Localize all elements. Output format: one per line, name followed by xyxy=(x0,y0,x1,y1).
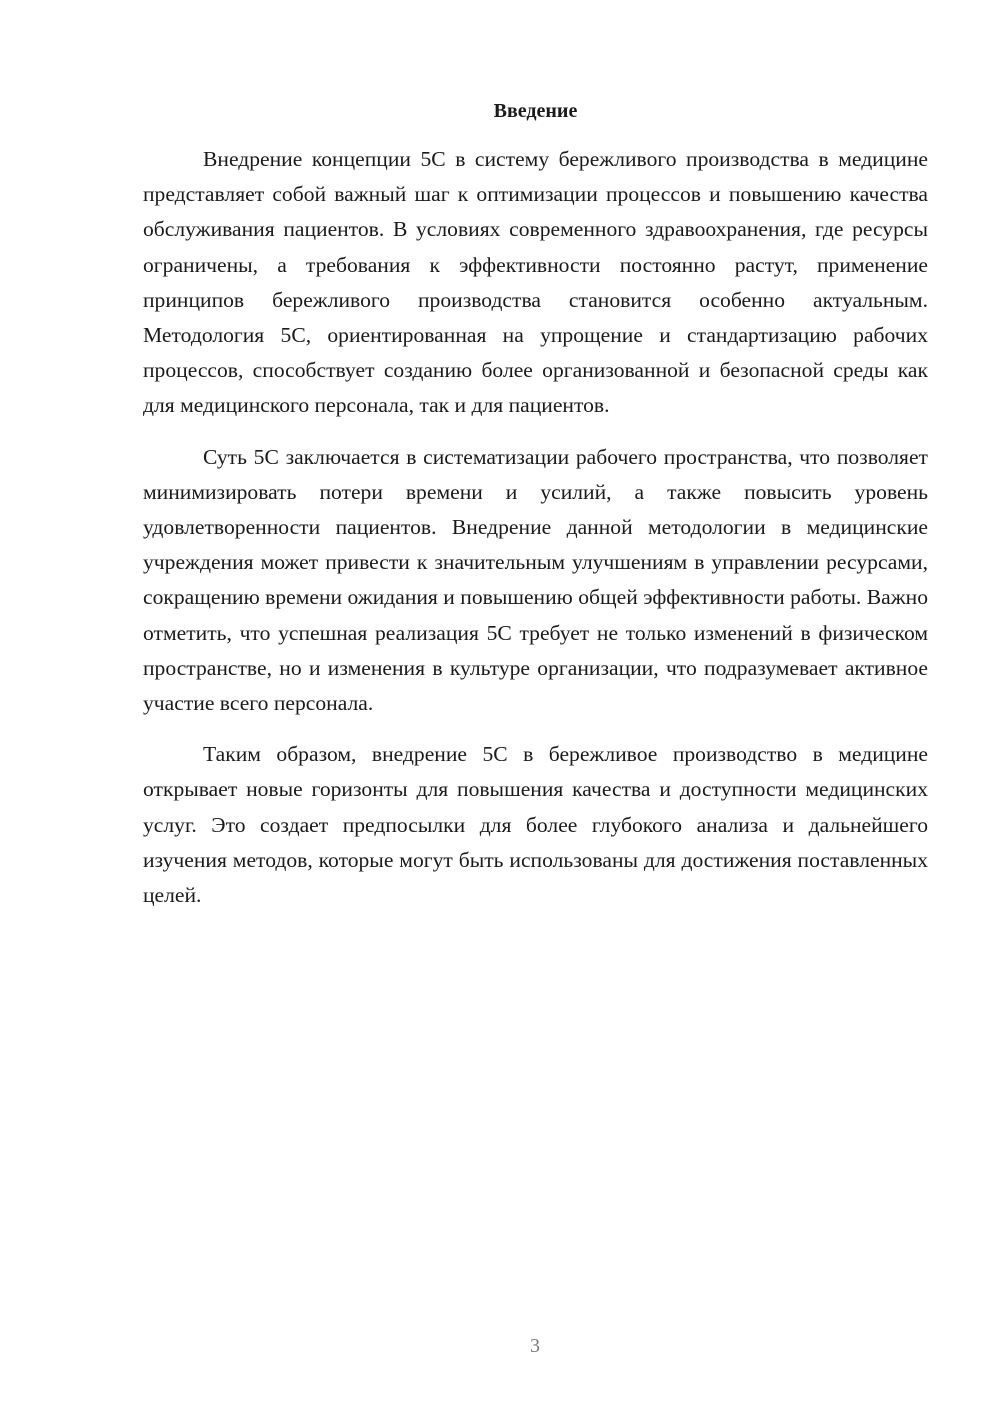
paragraph-conclusion: Таким образом, внедрение 5С в бережливое производство в медицине открывает новые горизонты для повышения качества и доступности медицинских услуг. Это создает предпосылки для более глубокого анализа и дальнейшего изучения методов, которые могут быть использованы для достижения поставленных целей. xyxy=(143,742,928,908)
page-number: 3 xyxy=(530,1335,540,1357)
paragraph-essence: Суть 5С заключается в систематизации рабочего пространства, что позволяет минимизировать потери времени и усилий, а также повысить уровень удовлетворенности пациентов. Внедрение данной методологии в медицинские учреждения может привести к значительным улучшениям в управлении ресурсами, сокращению времени ожидания и повышению общей эффективности работы. Важно отметить, что успешная реализация 5С требует не только изменений в физическом пространстве, но и изменения в культуре организации, что подразумевает активное участие всего персонала. xyxy=(143,444,928,716)
body-text xyxy=(143,142,928,929)
section-heading: Введение xyxy=(493,100,578,122)
paragraph-intro: Внедрение концепции 5С в систему бережливого производства в медицине представляет собой важный шаг к оптимизации процессов и повышению качества обслуживания пациентов. В условиях современного здравоохранения, где ресурсы ограничены, а требования к эффективности постоянно растут, применение принципов бережливого производства становится особенно актуальным. Методология 5С, ориентированная на упрощение и стандартизацию рабочих процессов, способствует созданию более организованной и безопасной среды как для медицинского персонала, так и для пациентов. xyxy=(143,147,928,418)
